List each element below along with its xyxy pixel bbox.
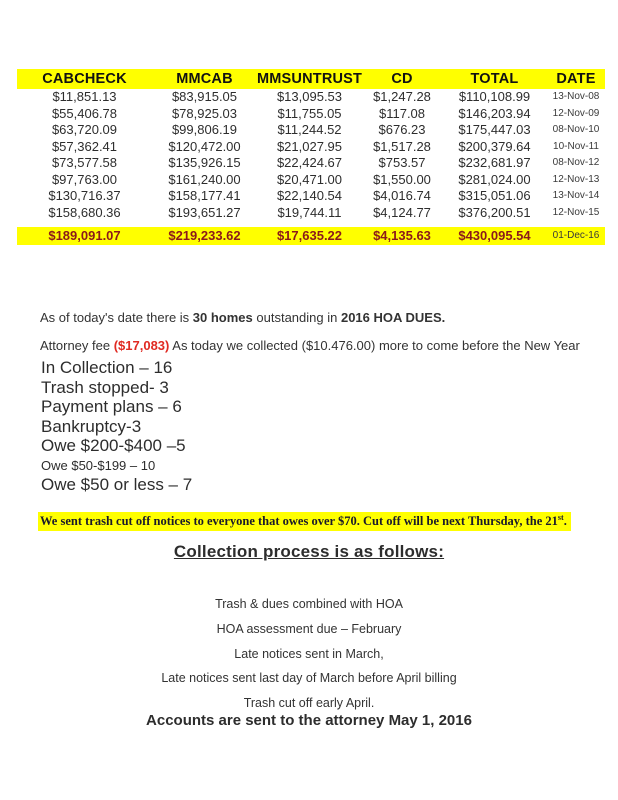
stat-trash-stopped: Trash stopped- 3 — [41, 377, 169, 397]
process-step: Late notices sent last day of March before April billing — [161, 671, 457, 686]
cell-date: 13-Nov-08 — [552, 91, 600, 102]
collection-stats-list — [41, 358, 192, 495]
cell-amount: $117.08 — [378, 105, 426, 121]
table-body — [17, 89, 605, 221]
process-step: Late notices sent in March, — [234, 646, 384, 661]
table-row — [17, 155, 605, 172]
cell-amount: $11,755.05 — [277, 105, 342, 121]
total-cell-mmsuntrust: $17,635.22 — [276, 228, 343, 243]
cell-amount: $376,200.51 — [458, 204, 531, 220]
cell-amount: $130,716.37 — [48, 188, 121, 203]
cell-amount: $22,140.54 — [276, 188, 343, 203]
cell-date: 10-Nov-11 — [553, 140, 599, 152]
outstanding-dues-paragraph — [40, 310, 445, 325]
cell-amount: $158,177.41 — [168, 188, 241, 203]
attorney-rest: As today we collected ($10.476.00) more to come before the New Year — [169, 338, 580, 353]
total-cell-cd: $4,135.63 — [373, 228, 431, 243]
table-row — [17, 106, 605, 123]
cell-amount: $175,447.03 — [458, 122, 531, 137]
cell-amount: $13,095.53 — [276, 89, 343, 104]
total-cell-mmcab: $219,233.62 — [168, 228, 241, 243]
attorney-deadline-line: Accounts are sent to the attorney May 1, 2016 — [146, 712, 472, 729]
stat-owe-200-400: Owe $200-$400 –5 — [41, 436, 186, 455]
cell-amount: $110,108.99 — [458, 89, 531, 104]
trash-cutoff-notice — [38, 512, 571, 531]
process-step: Trash cut off early April. — [243, 696, 375, 711]
column-header-date: DATE — [556, 71, 596, 87]
cell-amount: $4,124.77 — [373, 204, 431, 220]
attorney-fee-paragraph — [40, 338, 580, 353]
cell-amount: $1,550.00 — [373, 171, 431, 187]
collection-process-steps — [0, 592, 618, 716]
cell-amount: $19,744.11 — [277, 204, 342, 220]
table-row — [17, 188, 605, 205]
table-header-row — [17, 69, 605, 89]
cell-amount: $158,680.36 — [48, 204, 121, 220]
outstanding-prefix: As of today's date there is — [40, 310, 193, 325]
cell-date: 12-Nov-09 — [552, 107, 600, 119]
outstanding-mid: outstanding in — [252, 310, 341, 325]
cell-amount: $20,471.00 — [276, 171, 343, 187]
cell-date: 13-Nov-14 — [552, 190, 600, 201]
cell-amount: $232,681.97 — [458, 155, 531, 170]
cell-amount: $1,247.28 — [373, 89, 431, 104]
cell-amount: $146,203.94 — [458, 105, 531, 121]
cell-amount: $78,925.03 — [171, 105, 238, 121]
cell-amount: $120,472.00 — [168, 138, 241, 154]
table-row — [17, 139, 605, 156]
cell-amount: $57,362.41 — [51, 138, 118, 154]
column-header-cabcheck: CABCHECK — [42, 71, 127, 87]
notice-period: . — [563, 514, 567, 529]
cell-amount: $11,851.13 — [52, 89, 117, 104]
stat-in-collection: In Collection – 16 — [41, 358, 173, 377]
cell-date: 08-Nov-12 — [552, 157, 600, 168]
notice-text: We sent trash cut off notices to everyone that owes over $70. Cut off will be next Thursday, the 21 — [40, 514, 558, 529]
total-cell-date: 01-Dec-16 — [552, 230, 600, 241]
stat-owe-50-199: Owe $50-$199 – 10 — [41, 457, 156, 473]
cell-amount: $193,651.27 — [168, 204, 241, 220]
table-row — [17, 172, 605, 189]
cell-date: 12-Nov-15 — [552, 206, 600, 218]
table-row — [17, 205, 605, 222]
financial-table — [17, 69, 605, 245]
cell-date: 08-Nov-10 — [552, 124, 600, 135]
cell-amount: $83,915.05 — [171, 89, 238, 104]
collection-process-heading: Collection process is as follows: — [173, 542, 445, 561]
process-step: HOA assessment due – February — [216, 621, 402, 636]
cell-amount: $676.23 — [378, 122, 426, 137]
cell-amount: $22,424.67 — [276, 155, 343, 170]
total-cell-cabcheck: $189,091.07 — [48, 228, 121, 243]
total-cell-total: $430,095.54 — [458, 228, 531, 243]
stat-bankruptcy: Bankruptcy-3 — [41, 416, 142, 436]
outstanding-homes-count: 30 homes — [192, 310, 253, 325]
cell-amount: $135,926.15 — [168, 155, 241, 170]
table-total-row — [17, 227, 605, 245]
cell-amount: $97,763.00 — [51, 171, 118, 187]
cell-amount: $55,406.78 — [51, 105, 118, 121]
column-header-total: TOTAL — [470, 71, 519, 87]
table-row — [17, 89, 605, 106]
cell-amount: $99,806.19 — [171, 122, 238, 137]
cell-amount: $281,024.00 — [458, 171, 531, 187]
cell-amount: $1,517.28 — [373, 138, 431, 154]
column-header-cd: CD — [391, 71, 413, 87]
column-header-mmcab: MMCAB — [176, 71, 233, 87]
cell-amount: $11,244.52 — [277, 122, 342, 137]
process-step: Trash & dues combined with HOA — [215, 597, 403, 611]
cell-amount: $161,240.00 — [168, 171, 241, 187]
cell-amount: $200,379.64 — [458, 138, 531, 154]
table-row — [17, 122, 605, 139]
notice-ordinal-suffix: st — [557, 513, 564, 522]
attorney-prefix: Attorney fee — [40, 338, 114, 353]
cell-date: 12-Nov-13 — [552, 173, 600, 185]
attorney-fee-amount: ($17,083) — [113, 338, 170, 353]
cell-amount: $73,577.58 — [51, 155, 118, 170]
cell-amount: $315,051.06 — [458, 188, 531, 203]
stat-payment-plans: Payment plans – 6 — [41, 397, 182, 416]
outstanding-dues-label: 2016 HOA DUES. — [340, 310, 446, 325]
column-header-mmsuntrust: MMSUNTRUST — [257, 71, 363, 87]
cell-amount: $21,027.95 — [276, 138, 343, 154]
cell-amount: $63,720.09 — [51, 122, 118, 137]
cell-amount: $753.57 — [378, 155, 426, 170]
cell-amount: $4,016.74 — [373, 188, 431, 203]
stat-owe-50-or-less: Owe $50 or less – 7 — [41, 475, 193, 494]
